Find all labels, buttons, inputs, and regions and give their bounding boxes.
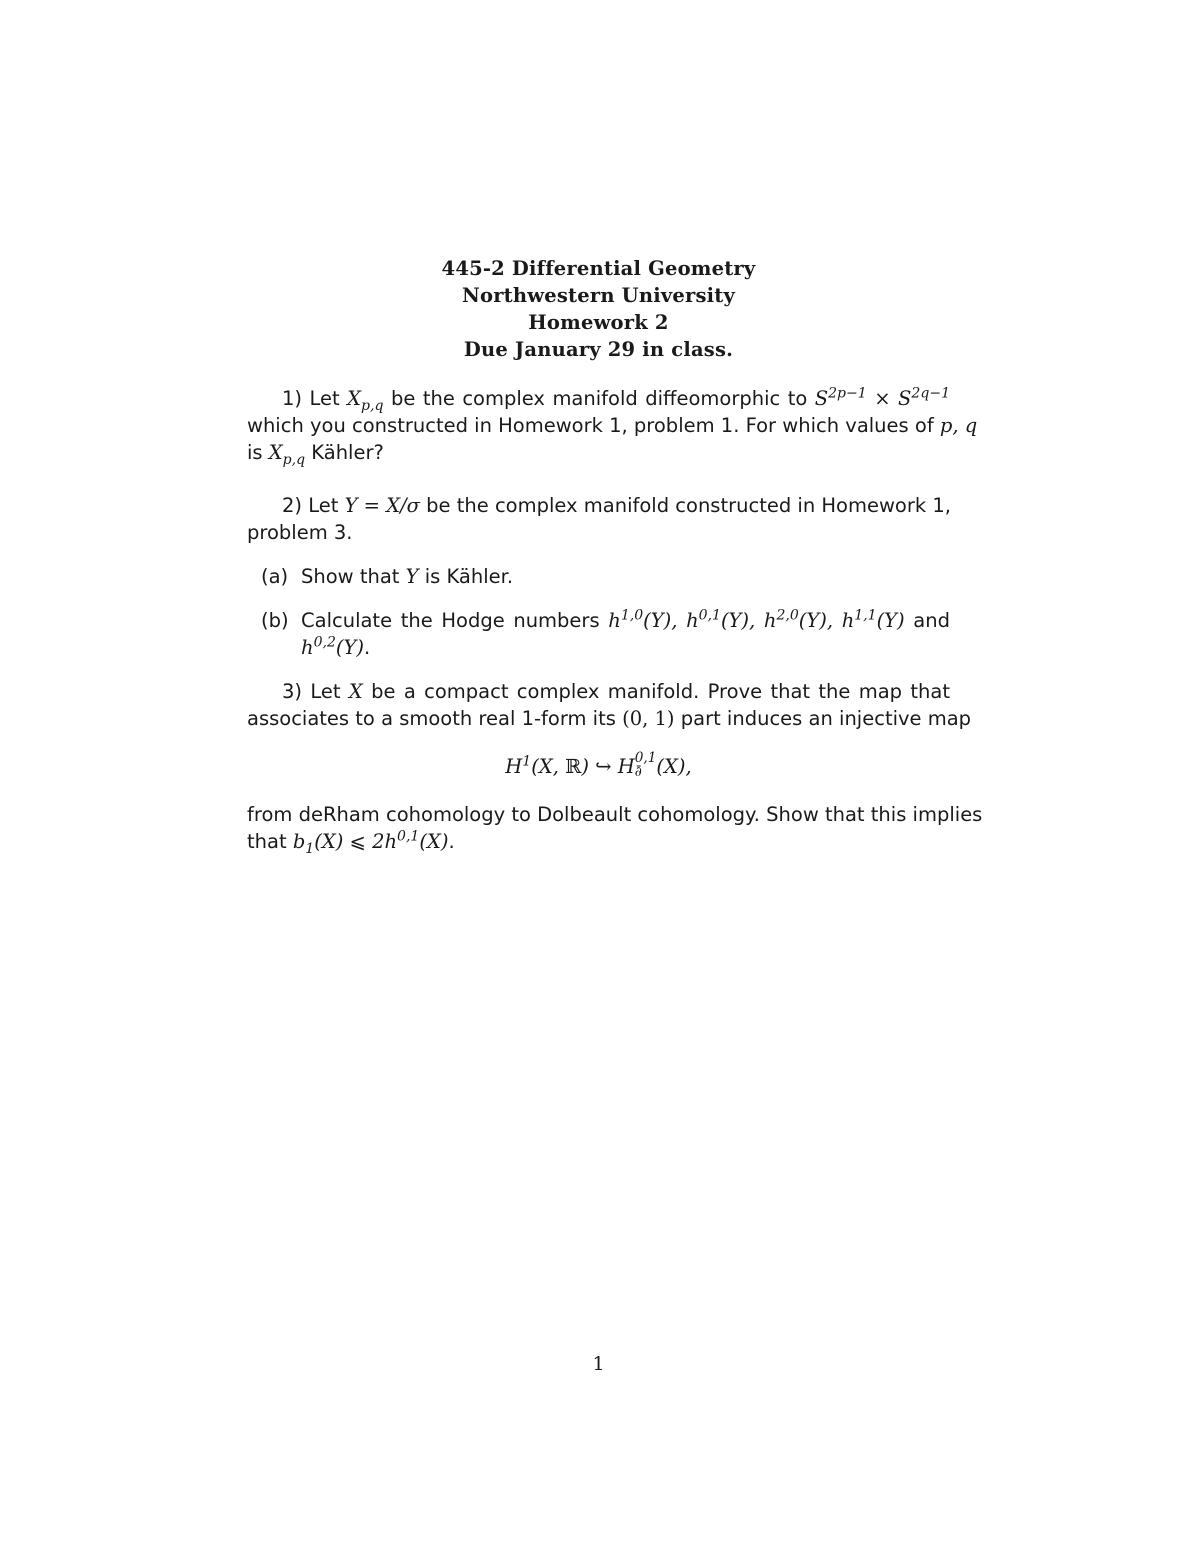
page-number: 1 xyxy=(592,1353,605,1375)
item-b-label: (b) xyxy=(261,609,289,632)
problem-2-line-2: problem 3. xyxy=(247,521,353,544)
item-b-line-2: $h^{0,2}(Y)$. xyxy=(301,634,371,659)
math-betti-inequality: $b_1(X)$ ⩽ $2h^{0,1}(X)$ xyxy=(292,828,449,857)
problem-3-line-4: from deRham cohomology to Dolbeault cohomology. Show that this implies xyxy=(247,803,983,826)
item-a-label: (a) xyxy=(261,565,289,588)
problem-3-line-1: 3) Let X be a compact complex manifold. Prove that the map that xyxy=(282,680,951,703)
item-a-text: Show that Y is Kähler. xyxy=(301,565,514,588)
item-b-line-1: Calculate the Hodge numbers $h^{1,0}(Y)$, $h^{0,1}(Y)$, $h^{2,0}(Y)$, $h^{1,1}(Y)$ and xyxy=(301,607,950,632)
math-x-pq: $X_{p,q}$ xyxy=(347,387,384,414)
math-y-quotient: Y = X/σ xyxy=(344,494,420,517)
math-p-q: p, q xyxy=(939,414,978,437)
math-h02: $h^{0,2}(Y)$ xyxy=(301,634,364,659)
course-title: 445-2 Differential Geometry xyxy=(441,257,756,280)
display-equation: $H^1(X$, ℝ) ↪ H 0,1 ∂̄ (X), xyxy=(505,750,692,780)
problem-2-line-1: 2) Let Y = X/σ be the complex manifold constructed in Homework 1, xyxy=(282,494,951,517)
problem-3-line-5: that $b_1(X)$ ⩽ $2h^{0,1}(X)$. xyxy=(247,828,455,857)
problem-1-line-2: which you constructed in Homework 1, problem 1. For which values of p, q xyxy=(247,414,978,437)
problem-3-line-2: associates to a smooth real 1-form its (0, 1) part induces an injective map xyxy=(247,707,972,730)
due-date: Due January 29 in class. xyxy=(463,338,734,361)
problem-1-line-3: is $X_{p,q}$ Kähler? xyxy=(247,441,384,468)
university-name: Northwestern University xyxy=(461,284,736,307)
problem-1-number: 1) xyxy=(282,387,303,410)
problem-2-number: 2) xyxy=(282,494,303,517)
math-hodge-numbers: $h^{1,0}(Y)$, $h^{0,1}(Y)$, $h^{2,0}(Y)$, $h^{1,1}(Y)$ xyxy=(608,607,905,632)
math-x-pq-2: $X_{p,q}$ xyxy=(268,441,306,468)
homework-title: Homework 2 xyxy=(528,311,669,334)
problem-3-number: 3) xyxy=(282,680,303,703)
problem-1-line-1: 1) Let $X_{p,q}$ be the complex manifold diffeomorphic to $S^{2p-1} \times S^{2q-1}$ xyxy=(282,385,951,414)
math-spheres: $S^{2p-1} \times S^{2q-1}$ xyxy=(814,385,951,410)
